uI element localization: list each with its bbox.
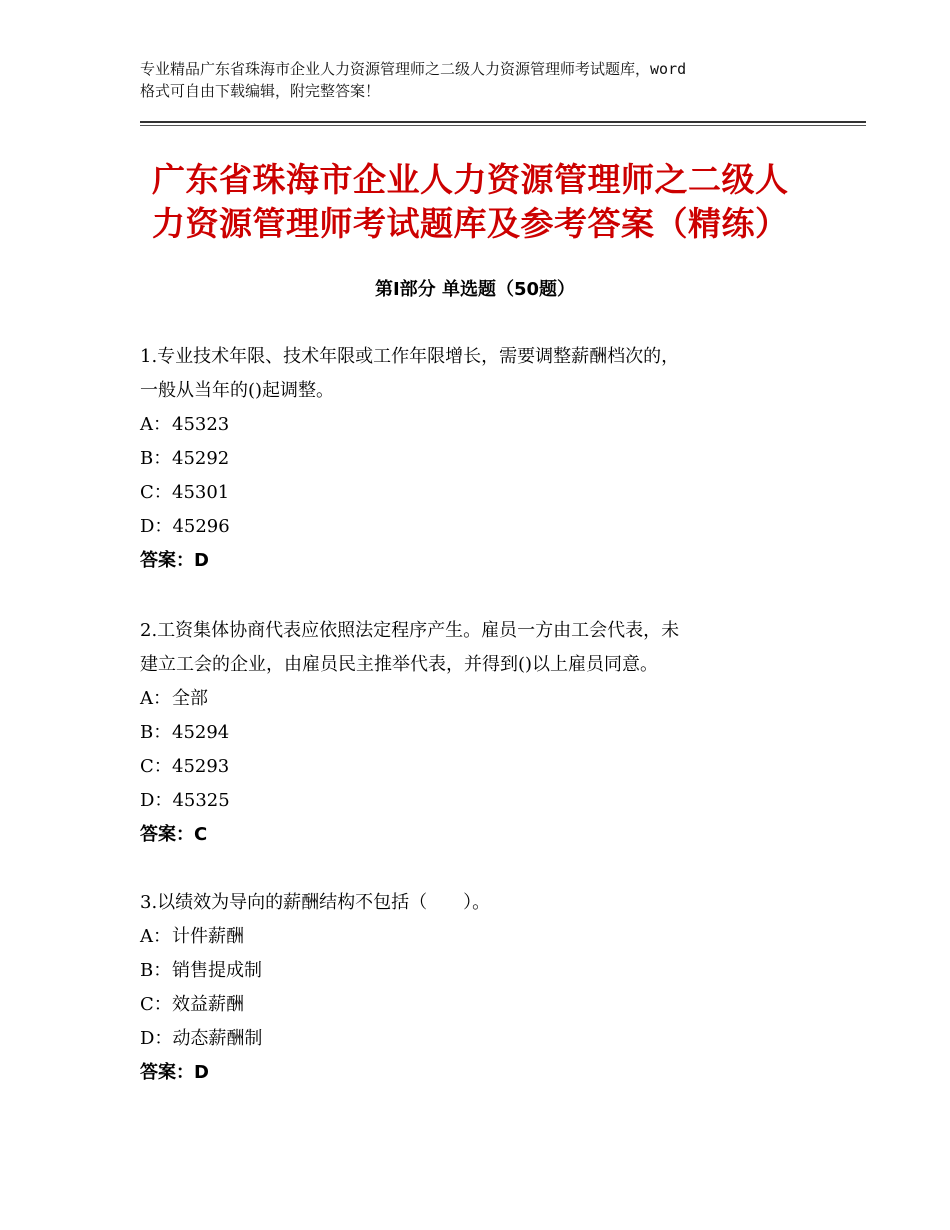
option-key: A： (140, 414, 171, 435)
header-note-line-2: 格式可自由下载编辑，附完整答案！ (140, 82, 381, 100)
option-text: 计件薪酬 (172, 926, 244, 947)
question-1-option-a (140, 408, 820, 442)
question-1-answer: 答案：D (140, 550, 209, 571)
document-title (152, 158, 852, 246)
option-key: C： (140, 994, 172, 1015)
question-2-answer: 答案：C (140, 824, 208, 845)
question-2-option-d (140, 784, 820, 818)
question-3 (140, 886, 820, 1090)
option-text: 效益薪酬 (172, 994, 244, 1015)
question-2-option-a (140, 682, 820, 716)
question-2-line-1: 2.工资集体协商代表应依照法定程序产生。雇员一方由工会代表，未 (140, 620, 680, 641)
option-key: B： (140, 960, 172, 981)
question-2-option-c (140, 750, 820, 784)
option-text: 45292 (172, 448, 230, 469)
question-1-line-1: 1.专业技术年限、技术年限或工作年限增长，需要调整薪酬档次的， (140, 346, 680, 367)
document-title-line-1: 广东省珠海市企业人力资源管理师之二级人 (152, 160, 789, 199)
question-3-option-d (140, 1022, 820, 1056)
option-text: 销售提成制 (172, 960, 262, 981)
question-1-option-d (140, 510, 820, 544)
option-key: A： (140, 926, 171, 947)
option-text: 45325 (172, 790, 230, 811)
option-text: 45294 (172, 722, 230, 743)
question-1 (140, 340, 820, 578)
header-note-line-1: 专业精品广东省珠海市企业人力资源管理师之二级人力资源管理师考试题库，word (140, 60, 687, 78)
option-key: D： (140, 1028, 173, 1049)
option-text: 全部 (172, 688, 208, 709)
option-key: D： (140, 790, 173, 811)
question-3-line-1: 3.以绩效为导向的薪酬结构不包括（ ）。 (140, 892, 491, 913)
option-key: C： (140, 756, 172, 777)
header-note (140, 58, 830, 102)
question-3-option-c (140, 988, 820, 1022)
question-2-option-b (140, 716, 820, 750)
question-1-option-b (140, 442, 820, 476)
question-2 (140, 614, 820, 852)
header-divider-thin (140, 125, 866, 126)
option-key: A： (140, 688, 171, 709)
question-1-option-c (140, 476, 820, 510)
option-key: D： (140, 516, 173, 537)
option-key: B： (140, 722, 172, 743)
option-text: 45293 (172, 756, 230, 777)
header-divider-thick (140, 121, 866, 123)
option-text: 45323 (172, 414, 230, 435)
option-text: 45296 (172, 516, 230, 537)
option-text: 动态薪酬制 (172, 1028, 263, 1049)
question-1-line-2: 一般从当年的()起调整。 (140, 380, 335, 401)
question-3-option-b (140, 954, 820, 988)
section-title: 第Ⅰ部分 单选题（50题） (374, 279, 575, 300)
option-text: 45301 (172, 482, 230, 503)
option-key: B： (140, 448, 172, 469)
document-title-line-2: 力资源管理师考试题库及参考答案（精练） (152, 204, 789, 243)
question-3-answer: 答案：D (140, 1062, 209, 1083)
question-2-line-2: 建立工会的企业，由雇员民主推举代表，并得到()以上雇员同意。 (140, 654, 659, 675)
question-3-option-a (140, 920, 820, 954)
option-key: C： (140, 482, 172, 503)
